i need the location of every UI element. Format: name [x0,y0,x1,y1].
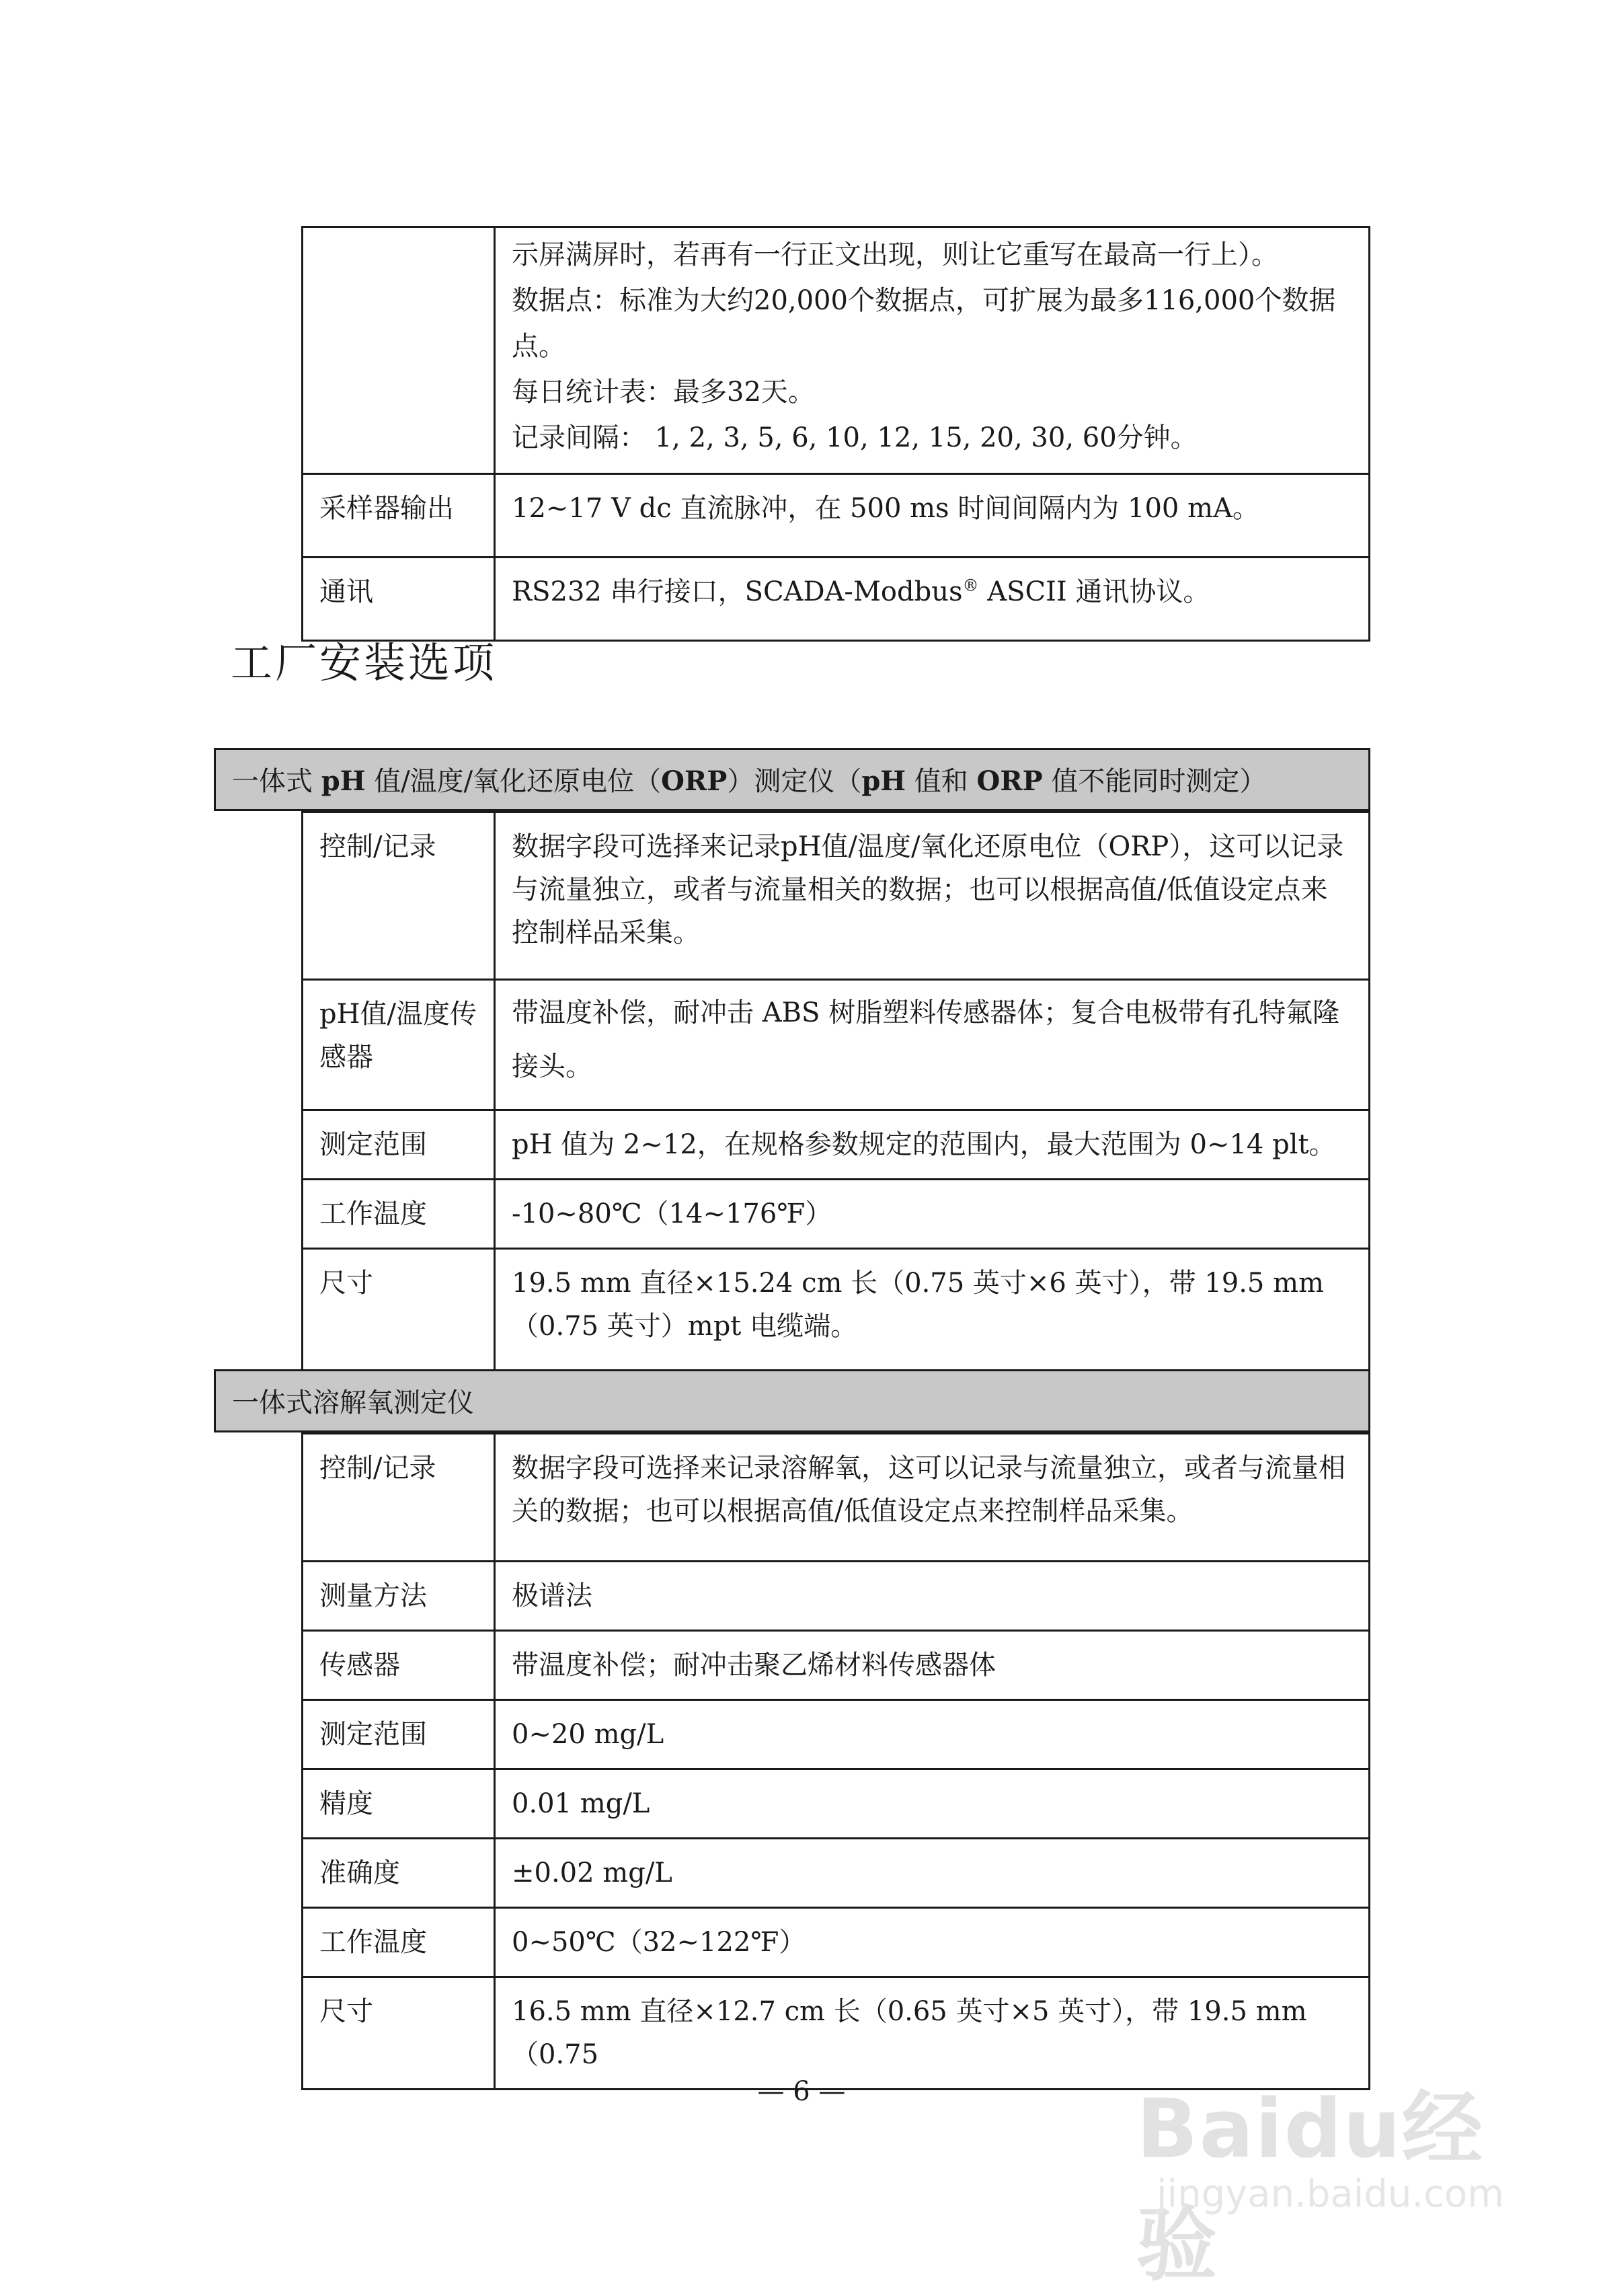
row-label: 尺寸 [303,1249,495,1376]
table-row [303,1631,1370,1700]
row-label: 控制/记录 [303,1434,495,1562]
row-value: 带温度补偿，耐冲击 ABS 树脂塑料传感器体；复合电极带有孔特氟隆接头。 [495,980,1370,1110]
table-row [303,227,1370,474]
text-line: 每日统计表：最多32天。 [512,377,815,408]
text-line: 示屏满屏时，若再有一行正文出现，则让它重写在最高一行上）。 [512,239,1278,270]
section-heading: 工厂安装选项 [231,638,498,687]
band-text-bold: ORP [661,765,728,797]
spec-table-continued [301,226,1370,642]
text-line: 记录间隔： 1, 2, 3, 5, 6, 10, 12, 15, 20, 30, 60分钟。 [512,422,1198,453]
row-label: 测定范围 [303,1110,495,1180]
row-label: 测量方法 [303,1562,495,1631]
table-row [303,812,1370,980]
row-value: 数据字段可选择来记录溶解氧，这可以记录与流量独立，或者与流量相关的数据；也可以根据高值/低值设定点来控制样品采集。 [495,1434,1370,1562]
row-label: 工作温度 [303,1908,495,1977]
spec-table-ph-orp [301,811,1370,1377]
section-band-dissolved-oxygen [214,1369,1370,1432]
table-row [303,1769,1370,1839]
row-label: 准确度 [303,1839,495,1908]
row-value: 0~50℃（32~122℉） [495,1908,1370,1977]
baidu-watermark [1136,2065,1526,2292]
table-row [303,1839,1370,1908]
row-value: 0~20 mg/L [495,1700,1370,1769]
row-value: -10~80℃（14~176℉） [495,1180,1370,1249]
row-label: 工作温度 [303,1180,495,1249]
row-label [303,227,495,474]
row-label: 控制/记录 [303,812,495,980]
value-text: RS232 串行接口，SCADA-Modbus [512,576,963,607]
row-value: 带温度补偿；耐冲击聚乙烯材料传感器体 [495,1631,1370,1700]
spec-table-dissolved-oxygen [301,1432,1370,2090]
row-label: pH值/温度传感器 [303,980,495,1110]
row-label: 精度 [303,1769,495,1839]
band-text: ）测定仪（ [727,766,862,797]
table-row [303,980,1370,1110]
row-label: 测定范围 [303,1700,495,1769]
row-value: pH 值为 2~12，在规格参数规定的范围内，最大范围为 0~14 plt。 [495,1110,1370,1180]
table-row [303,1562,1370,1631]
table-row [303,558,1370,641]
band-text-bold: ORP [976,765,1043,797]
registered-mark: ® [962,576,979,595]
watermark-logo-text: Baidu经验 [1136,2083,1484,2292]
band-text: 值/温度/氧化还原电位（ [365,766,662,797]
row-value: 极谱法 [495,1562,1370,1631]
row-value: 19.5 mm 直径×15.24 cm 长（0.75 英寸×6 英寸），带 19.5 mm（0.75 英寸）mpt 电缆端。 [495,1249,1370,1376]
band-text: 一体式溶解氧测定仪 [232,1387,474,1418]
row-label: 尺寸 [303,1977,495,2090]
row-value: 16.5 mm 直径×12.7 cm 长（0.65 英寸×5 英寸），带 19.5 mm（0.75 [495,1977,1370,2090]
table-row [303,1110,1370,1180]
table-row [303,1249,1370,1376]
band-text: 值不能同时测定） [1042,766,1267,797]
row-label: 传感器 [303,1631,495,1700]
section-band-ph-orp [214,748,1370,811]
row-value: 0.01 mg/L [495,1769,1370,1839]
row-label: 通讯 [303,558,495,641]
band-text-bold: pH [321,765,366,797]
value-text: ASCII 通讯协议。 [978,576,1210,607]
row-label: 采样器输出 [303,474,495,558]
table-row [303,1908,1370,1977]
page-number: — 6 — [757,2076,846,2107]
table-row [303,1180,1370,1249]
row-value [495,558,1370,641]
table-row [303,1700,1370,1769]
row-value: 数据字段可选择来记录pH值/温度/氧化还原电位（ORP），这可以记录与流量独立，或者与流量相关的数据；也可以根据高值/低值设定点来控制样品采集。 [495,812,1370,980]
band-text: 一体式 [232,766,321,797]
watermark-url: jingyan.baidu.com [1157,2172,1504,2216]
band-text-bold: pH [861,765,906,797]
text-line: 数据点：标准为大约20,000个数据点，可扩展为最多116,000个数据点。 [512,285,1336,362]
row-value: ±0.02 mg/L [495,1839,1370,1908]
table-row [303,1434,1370,1562]
row-value: 12~17 V dc 直流脉冲，在 500 ms 时间间隔内为 100 mA。 [495,474,1370,558]
table-row [303,474,1370,558]
band-text: 值和 [906,766,977,797]
row-value [495,227,1370,474]
